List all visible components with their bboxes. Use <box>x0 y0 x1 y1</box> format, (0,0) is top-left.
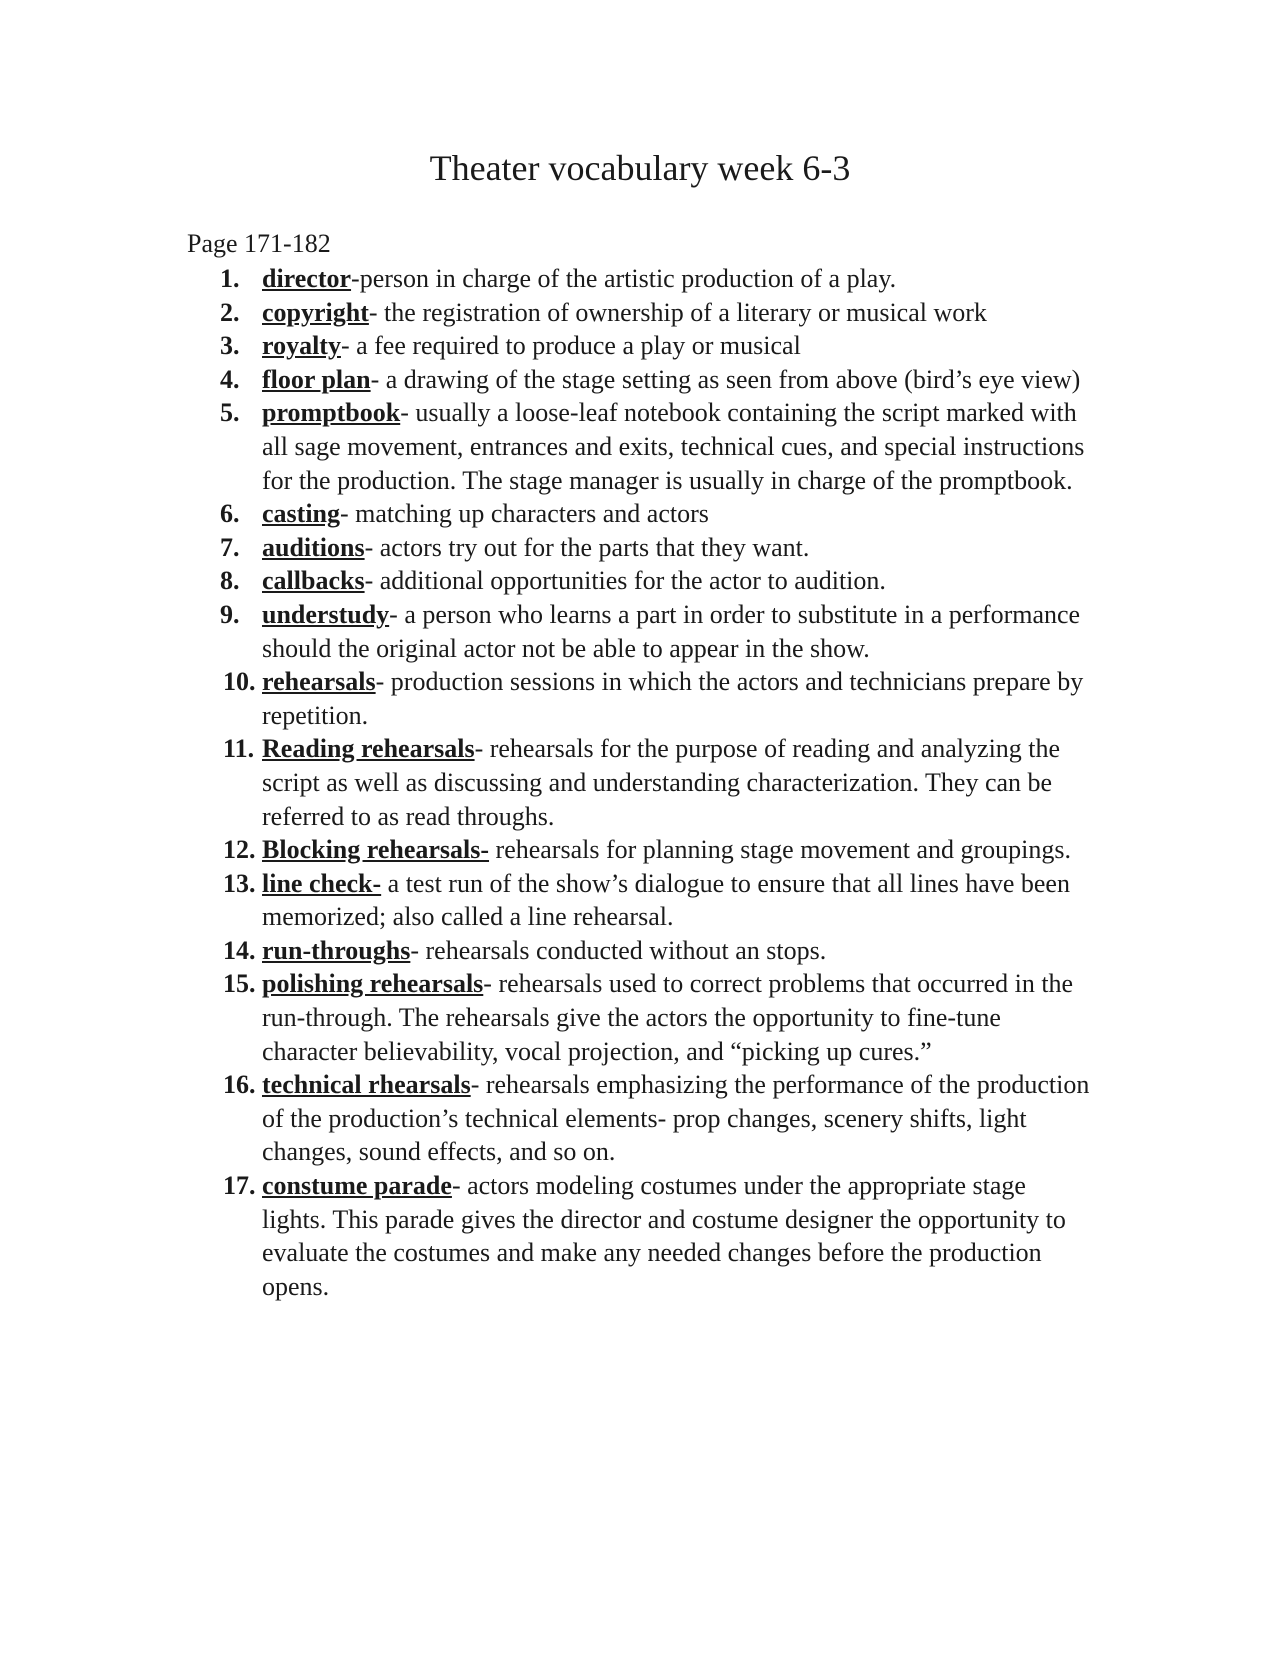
item-number: 9. <box>220 599 240 629</box>
vocab-definition: - a fee required to produce a play or musical <box>340 331 801 361</box>
vocab-term: floor plan <box>262 364 371 394</box>
vocab-definition: - production sessions in which the actors and technicians prepare by repetition. <box>262 667 1084 730</box>
vocab-definition: - rehearsals conducted without an stops. <box>410 935 827 965</box>
vocab-term: understudy <box>262 599 390 629</box>
vocab-definition: - rehearsals used to correct problems that occurred in the run-through. The rehearsals give the actors the opportunity to fine-tune character believability, vocal projection, and “picking up cures.” <box>262 969 1074 1066</box>
vocab-term: constume parade <box>262 1171 452 1201</box>
vocab-definition: -person in charge of the artistic production of a play. <box>351 264 897 293</box>
item-number: 7. <box>220 532 240 562</box>
vocab-definition: - additional opportunities for the actor to audition. <box>364 566 886 596</box>
vocab-term: Reading rehearsals <box>262 734 475 764</box>
page-range: Page 171-182 <box>187 229 331 258</box>
vocab-item <box>0 867 1280 934</box>
item-number: 11. <box>223 734 255 764</box>
vocab-item <box>0 732 1280 833</box>
vocab-definition: - rehearsals for the purpose of reading and analyzing the script as well as discussing and understanding characterization. They can be referred to as read throughs. <box>262 734 1061 831</box>
item-number: 17. <box>223 1171 256 1201</box>
item-number: 16. <box>223 1070 256 1100</box>
vocab-term: auditions <box>262 532 365 562</box>
vocab-definition: - actors try out for the parts that they want. <box>364 532 810 562</box>
vocab-definition: - actors modeling costumes under the appropriate stage lights. This parade gives the director and costume designer the opportunity to evaluate the costumes and make any needed changes before the production opens. <box>262 1171 1066 1301</box>
vocab-item <box>0 497 1280 531</box>
vocab-term: director <box>262 264 352 293</box>
vocab-definition: rehearsals for planning stage movement and groupings. <box>489 835 1071 865</box>
item-number: 12. <box>223 835 256 865</box>
vocab-definition: - a person who learns a part in order to substitute in a performance should the original actor not be able to appear in the show. <box>262 599 1081 663</box>
vocab-item <box>0 665 1280 732</box>
vocab-item <box>0 262 1280 296</box>
vocab-term: callbacks <box>262 566 365 596</box>
vocab-item <box>0 296 1280 330</box>
vocab-term: casting <box>262 499 340 529</box>
vocab-term: copyright <box>262 297 369 327</box>
vocab-term: royalty <box>262 331 341 361</box>
page-title: Theater vocabulary week 6-3 <box>429 148 851 188</box>
item-number: 6. <box>220 499 240 529</box>
vocab-item <box>0 598 1280 665</box>
item-number: 14. <box>223 935 256 965</box>
vocab-term: technical rhearsals <box>262 1070 471 1100</box>
vocab-definition: a test run of the show’s dialogue to ensure that all lines have been memorized; also called a line rehearsal. <box>262 868 1070 932</box>
item-number: 4. <box>220 364 240 394</box>
vocab-term: rehearsals <box>262 667 376 697</box>
vocab-definition: - matching up characters and actors <box>340 499 709 529</box>
vocab-definition: - the registration of ownership of a literary or musical work <box>368 297 987 327</box>
item-number: 8. <box>220 566 240 596</box>
vocab-item <box>0 396 1280 497</box>
item-number: 13. <box>223 868 256 898</box>
vocabulary-list <box>0 262 1280 1303</box>
vocab-item <box>0 967 1280 1068</box>
item-number: 1. <box>220 264 240 293</box>
vocab-item <box>0 934 1280 968</box>
vocab-item <box>0 833 1280 867</box>
vocab-term: promptbook <box>262 398 401 428</box>
vocab-item <box>0 564 1280 598</box>
vocab-term: Blocking rehearsals- <box>262 835 490 865</box>
item-number: 10. <box>223 667 256 697</box>
vocab-definition: - usually a loose-leaf notebook containing the script marked with all sage movement, entrances and exits, technical cues, and special instructions for the production. The stage manager is usually in charge of the promptbook. <box>262 398 1085 495</box>
vocab-item <box>0 531 1280 565</box>
vocab-item <box>0 329 1280 363</box>
vocab-item <box>0 363 1280 397</box>
vocab-term: polishing rehearsals <box>262 969 484 999</box>
item-number: 2. <box>220 297 240 327</box>
item-number: 15. <box>223 969 256 999</box>
vocab-item <box>0 1068 1280 1169</box>
vocab-definition: - a drawing of the stage setting as seen from above (bird’s eye view) <box>370 364 1081 394</box>
vocab-term: line check- <box>262 868 382 898</box>
vocab-item <box>0 1169 1280 1303</box>
vocab-term: run-throughs <box>262 935 411 965</box>
item-number: 5. <box>220 398 240 428</box>
vocab-definition: - rehearsals emphasizing the performance of the production of the production’s technical elements- prop changes, scenery shifts, light changes, sound effects, and so on. <box>262 1070 1090 1167</box>
item-number: 3. <box>220 331 240 361</box>
